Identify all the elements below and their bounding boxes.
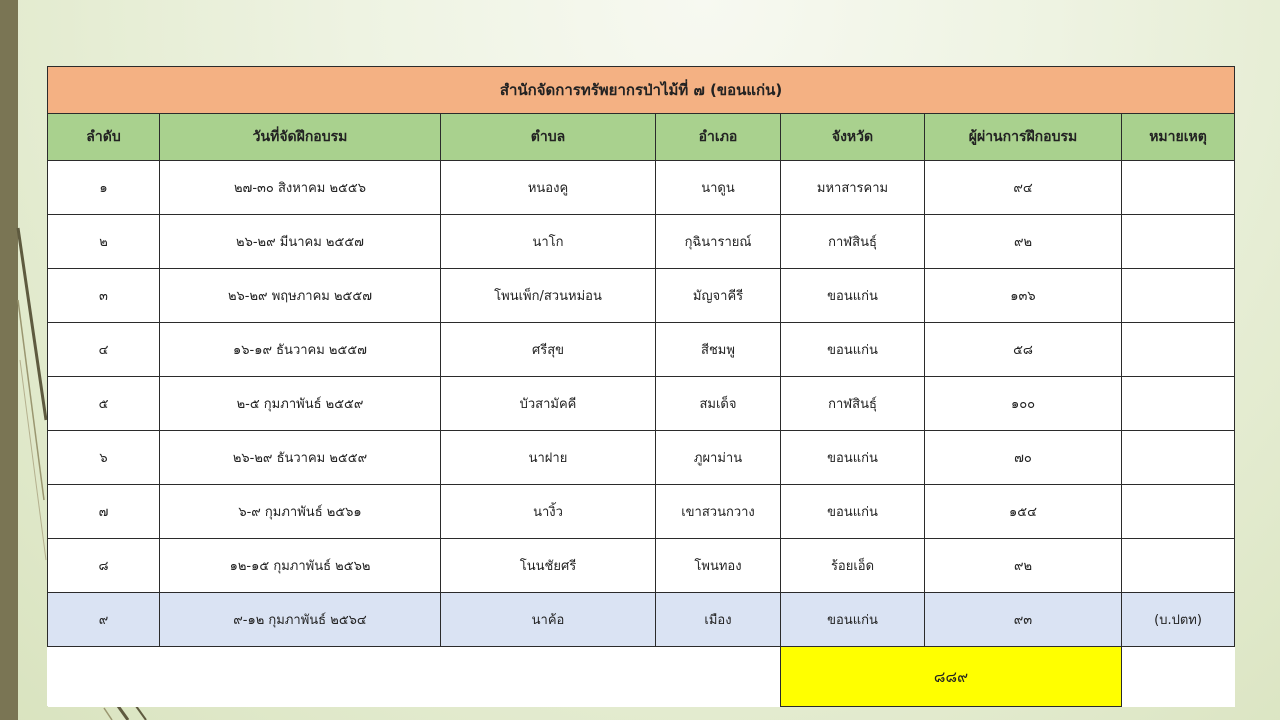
cell-province: ขอนแก่น xyxy=(781,593,925,647)
cell-district: เมือง xyxy=(656,593,781,647)
total-blank xyxy=(48,647,781,707)
cell-remark xyxy=(1122,269,1235,323)
cell-subdistrict: บัวสามัคคี xyxy=(441,377,656,431)
cell-order: ๔ xyxy=(48,323,160,377)
cell-date: ๙-๑๒ กุมภาพันธ์ ๒๕๖๔ xyxy=(160,593,441,647)
cell-district: ภูผาม่าน xyxy=(656,431,781,485)
cell-trainees: ๕๘ xyxy=(925,323,1122,377)
cell-date: ๒๖-๒๙ มีนาคม ๒๕๕๗ xyxy=(160,215,441,269)
decor-line xyxy=(118,706,128,720)
cell-date: ๒๖-๒๙ พฤษภาคม ๒๕๕๗ xyxy=(160,269,441,323)
cell-province: ขอนแก่น xyxy=(781,269,925,323)
decor-line xyxy=(136,706,146,720)
cell-trainees: ๑๐๐ xyxy=(925,377,1122,431)
table-row xyxy=(48,161,1235,215)
cell-province: กาฬสินธุ์ xyxy=(781,215,925,269)
header-subdistrict: ตำบล xyxy=(441,114,656,161)
cell-remark xyxy=(1122,377,1235,431)
cell-subdistrict: โนนชัยศรี xyxy=(441,539,656,593)
cell-district: เขาสวนกวาง xyxy=(656,485,781,539)
cell-district: กุฉินารายณ์ xyxy=(656,215,781,269)
cell-district: สมเด็จ xyxy=(656,377,781,431)
table-row xyxy=(48,269,1235,323)
cell-subdistrict: หนองคู xyxy=(441,161,656,215)
cell-order: ๙ xyxy=(48,593,160,647)
cell-remark xyxy=(1122,161,1235,215)
cell-trainees: ๙๒ xyxy=(925,539,1122,593)
cell-remark xyxy=(1122,539,1235,593)
cell-trainees: ๙๔ xyxy=(925,161,1122,215)
cell-subdistrict: ศรีสุข xyxy=(441,323,656,377)
cell-province: กาฬสินธุ์ xyxy=(781,377,925,431)
cell-subdistrict: นาค้อ xyxy=(441,593,656,647)
table-row xyxy=(48,485,1235,539)
cell-order: ๓ xyxy=(48,269,160,323)
cell-date: ๑๖-๑๙ ธันวาคม ๒๕๕๗ xyxy=(160,323,441,377)
table-sheet xyxy=(47,66,1234,706)
cell-date: ๒-๕ กุมภาพันธ์ ๒๕๕๙ xyxy=(160,377,441,431)
cell-subdistrict: นาโก xyxy=(441,215,656,269)
table-row xyxy=(48,593,1235,647)
cell-province: ขอนแก่น xyxy=(781,431,925,485)
decor-line xyxy=(18,228,46,420)
cell-remark xyxy=(1122,323,1235,377)
cell-order: ๖ xyxy=(48,431,160,485)
table-row xyxy=(48,323,1235,377)
cell-date: ๖-๙ กุมภาพันธ์ ๒๕๖๑ xyxy=(160,485,441,539)
total-row xyxy=(48,647,1235,707)
cell-trainees: ๙๓ xyxy=(925,593,1122,647)
cell-order: ๘ xyxy=(48,539,160,593)
cell-province: ขอนแก่น xyxy=(781,485,925,539)
cell-trainees: ๙๒ xyxy=(925,215,1122,269)
header-remark: หมายเหตุ xyxy=(1122,114,1235,161)
table-row xyxy=(48,431,1235,485)
table-row xyxy=(48,539,1235,593)
cell-remark xyxy=(1122,485,1235,539)
cell-order: ๒ xyxy=(48,215,160,269)
table-header-row xyxy=(48,114,1235,161)
cell-date: ๒๖-๒๙ ธันวาคม ๒๕๕๙ xyxy=(160,431,441,485)
total-trainees: ๘๘๙ xyxy=(781,647,1122,707)
table-title-row xyxy=(48,67,1235,114)
cell-remark xyxy=(1122,215,1235,269)
header-trainees: ผู้ผ่านการฝึกอบรม xyxy=(925,114,1122,161)
training-table xyxy=(47,66,1235,707)
cell-trainees: ๑๓๖ xyxy=(925,269,1122,323)
header-date: วันที่จัดฝึกอบรม xyxy=(160,114,441,161)
decor-line xyxy=(104,708,112,720)
cell-subdistrict: นางิ้ว xyxy=(441,485,656,539)
cell-district: โพนทอง xyxy=(656,539,781,593)
cell-date: ๒๗-๓๐ สิงหาคม ๒๕๕๖ xyxy=(160,161,441,215)
cell-order: ๗ xyxy=(48,485,160,539)
cell-date: ๑๒-๑๕ กุมภาพันธ์ ๒๕๖๒ xyxy=(160,539,441,593)
total-remark-blank xyxy=(1122,647,1235,707)
cell-province: ร้อยเอ็ด xyxy=(781,539,925,593)
cell-district: สีชมพู xyxy=(656,323,781,377)
cell-district: มัญจาคีรี xyxy=(656,269,781,323)
cell-trainees: ๗๐ xyxy=(925,431,1122,485)
cell-remark xyxy=(1122,431,1235,485)
cell-order: ๑ xyxy=(48,161,160,215)
table-title: สำนักจัดการทรัพยากรป่าไม้ที่ ๗ (ขอนแก่น) xyxy=(48,67,1235,114)
cell-province: มหาสารคาม xyxy=(781,161,925,215)
table-row xyxy=(48,215,1235,269)
header-province: จังหวัด xyxy=(781,114,925,161)
table-row xyxy=(48,377,1235,431)
header-order: ลำดับ xyxy=(48,114,160,161)
cell-province: ขอนแก่น xyxy=(781,323,925,377)
table-body xyxy=(48,161,1235,647)
cell-trainees: ๑๕๔ xyxy=(925,485,1122,539)
cell-subdistrict: นาฝาย xyxy=(441,431,656,485)
cell-subdistrict: โพนเพ็ก/สวนหม่อน xyxy=(441,269,656,323)
cell-remark: (บ.ปตท) xyxy=(1122,593,1235,647)
header-district: อำเภอ xyxy=(656,114,781,161)
cell-district: นาดูน xyxy=(656,161,781,215)
decor-line xyxy=(18,300,44,500)
cell-order: ๕ xyxy=(48,377,160,431)
